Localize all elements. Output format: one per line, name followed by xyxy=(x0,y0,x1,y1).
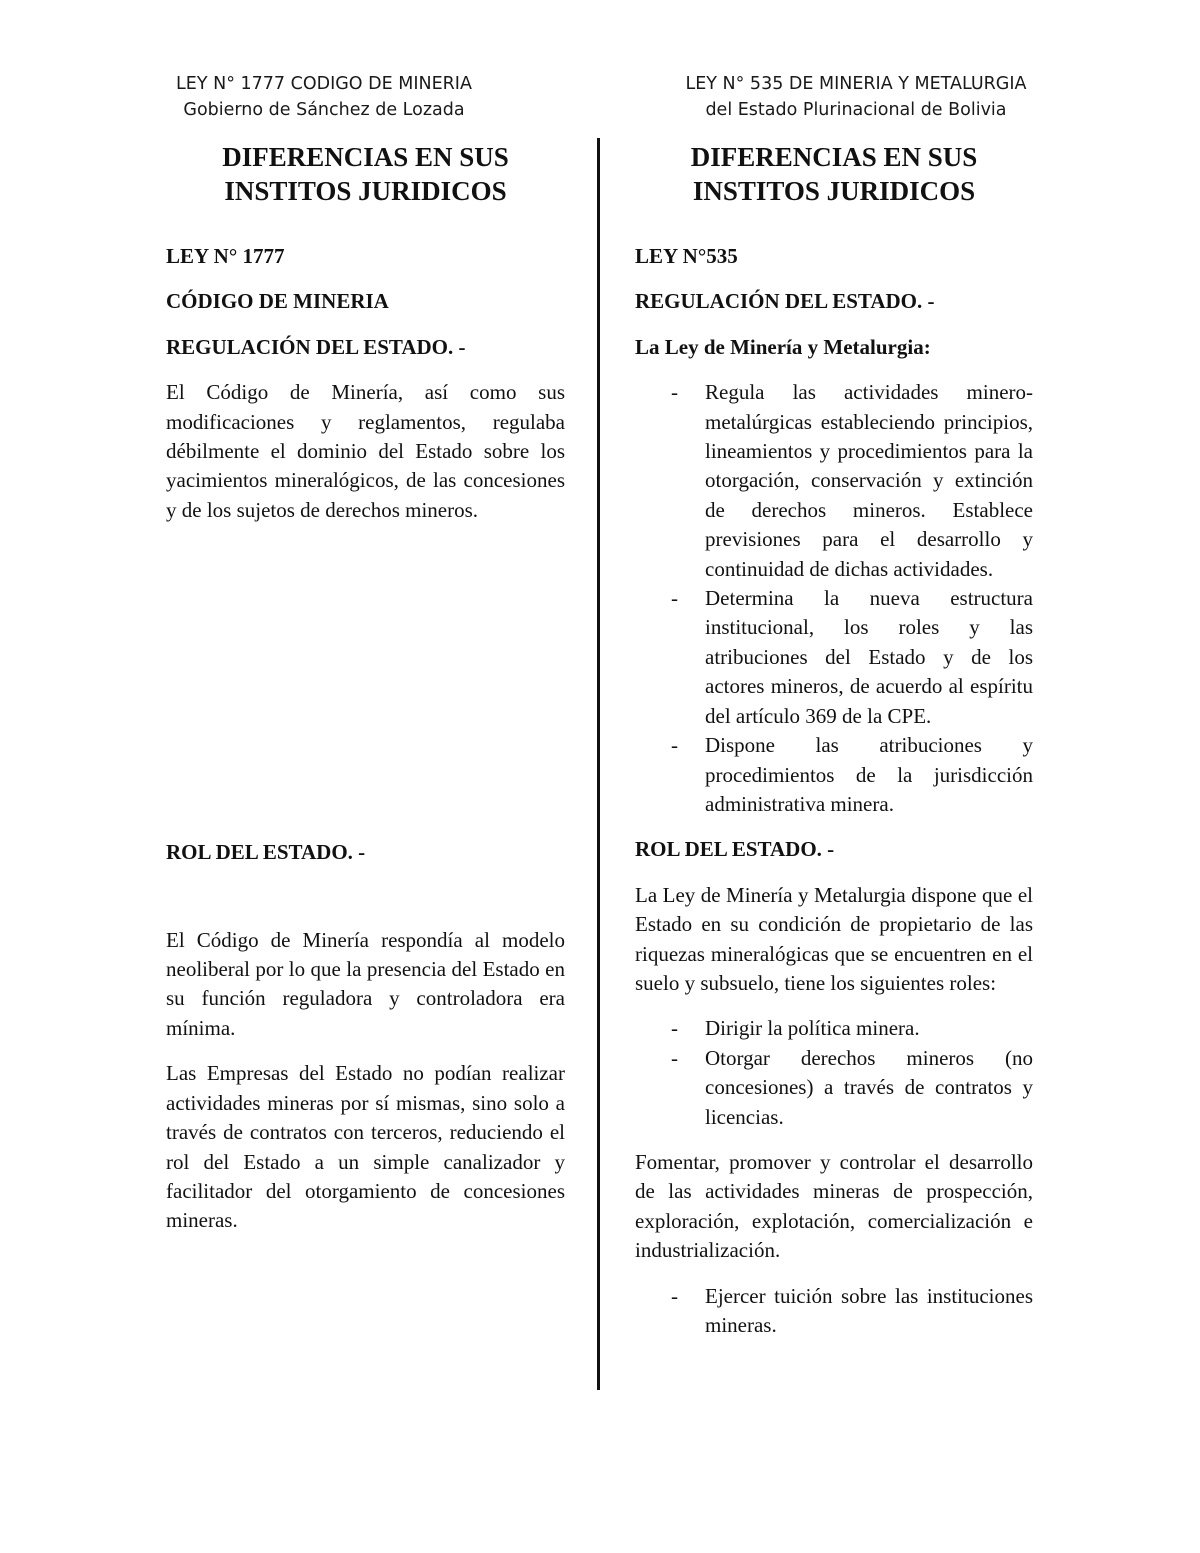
left-header-line1: LEY N° 1777 CODIGO DE MINERIA xyxy=(176,74,472,94)
dash-bullet: - xyxy=(671,380,678,405)
right-subheading: La Ley de Minería y Metalurgia: xyxy=(635,334,931,359)
dash-bullet: - xyxy=(671,586,678,611)
right-regulacion-heading: REGULACIÓN DEL ESTADO. - xyxy=(635,289,935,314)
left-page-header xyxy=(166,71,482,123)
left-code-heading: CÓDIGO DE MINERIA xyxy=(166,289,389,314)
right-rol-list xyxy=(635,1014,1033,1132)
right-regulacion-list xyxy=(635,378,1033,819)
list-item-text: Dirigir la política minera. xyxy=(705,1016,920,1041)
right-header-line1: LEY N° 535 DE MINERIA Y METALURGIA xyxy=(685,74,1027,94)
right-law-number: LEY N°535 xyxy=(635,244,738,268)
dash-bullet: - xyxy=(671,733,678,758)
list-item xyxy=(635,1044,1033,1132)
right-final-list xyxy=(635,1282,1033,1341)
left-title-line1: DIFERENCIAS EN SUS xyxy=(222,142,509,172)
list-item-text: Dispone las atribuciones y procedimientos de la jurisdicción administrativa minera. xyxy=(705,733,1033,816)
left-law-number: LEY N° 1777 xyxy=(166,244,285,268)
left-rol-text-1: El Código de Minería respondía al modelo neoliberal por lo que la presencia del Estado en su función reguladora y controladora era mínima. xyxy=(166,927,565,1040)
list-item xyxy=(635,731,1033,819)
right-title-line2: INSTITOS JURIDICOS xyxy=(692,176,976,206)
dash-bullet: - xyxy=(671,1283,678,1308)
right-column xyxy=(635,140,1033,1340)
left-header-line2: Gobierno de Sánchez de Lozada xyxy=(183,100,465,120)
list-item xyxy=(635,584,1033,731)
right-fomentar-text: Fomentar, promover y controlar el desarrollo de las actividades mineras de prospección, exploración, explotación, comercialización e industrialización. xyxy=(635,1149,1033,1263)
list-item-text: Otorgar derechos mineros (no concesiones) a través de contratos y licencias. xyxy=(705,1045,1033,1129)
list-item-text: Ejercer tuición sobre las instituciones mineras. xyxy=(705,1283,1033,1337)
right-title xyxy=(635,140,1033,208)
left-rol-heading: ROL DEL ESTADO. - xyxy=(166,840,366,865)
column-divider xyxy=(597,138,600,1390)
left-column xyxy=(166,140,565,1236)
right-title-line1: DIFERENCIAS EN SUS xyxy=(690,142,978,172)
right-rol-intro: La Ley de Minería y Metalurgia dispone que el Estado en su condición de propietario de las riquezas mineralógicas que se encuentren en el suelo y subsuelo, tiene los siguientes roles: xyxy=(635,882,1033,995)
left-regulacion-heading: REGULACIÓN DEL ESTADO. - xyxy=(166,334,466,359)
list-item-text: Determina la nueva estructura institucional, los roles y las atribuciones del Estado y de los actores mineros, de acuerdo al espíritu del artículo 369 de la CPE. xyxy=(705,586,1033,728)
left-title-line2: INSTITOS JURIDICOS xyxy=(224,176,507,206)
list-item xyxy=(635,1014,1033,1043)
list-item xyxy=(635,1282,1033,1341)
left-rol-text-2: Las Empresas del Estado no podían realizar actividades mineras por sí mismas, sino solo a través de contratos con terceros, reduciendo el rol del Estado a un simple canalizador y facilitador del otorgamiento de concesiones mineras. xyxy=(166,1061,565,1233)
dash-bullet: - xyxy=(671,1045,678,1070)
list-item-text: Regula las actividades minero-metalúrgicas estableciendo principios, lineamientos y procedimientos para la otorgación, conservación y extinción de derechos mineros. Establece previsiones para el desarrollo y continuidad de dichas actividades. xyxy=(705,380,1033,581)
right-header-line2: del Estado Plurinacional de Bolivia xyxy=(705,100,1007,120)
left-regulacion-text: El Código de Minería, así como sus modificaciones y reglamentos, regulaba débilmente el dominio del Estado sobre los yacimientos mineralógicos, de las concesiones y de los sujetos de derechos mineros. xyxy=(166,380,565,522)
right-rol-heading: ROL DEL ESTADO. - xyxy=(635,837,835,862)
left-title xyxy=(166,140,565,208)
right-page-header xyxy=(664,71,1048,123)
list-item xyxy=(635,378,1033,584)
dash-bullet: - xyxy=(671,1016,678,1041)
